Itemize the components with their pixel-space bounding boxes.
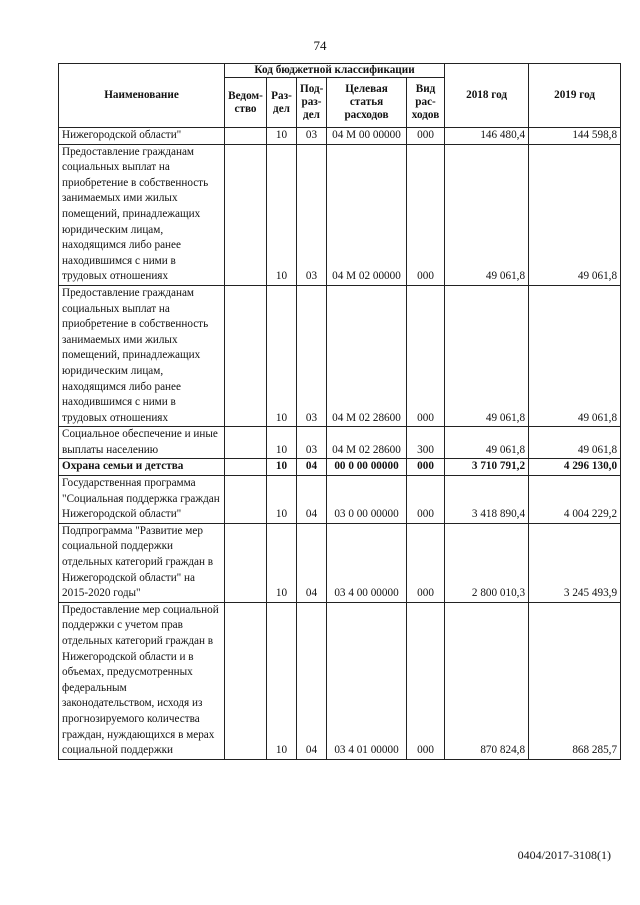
row-razdel: 10: [267, 459, 297, 476]
header-razdel: Раз-дел: [267, 78, 297, 128]
row-amount-2019: 49 061,8: [529, 285, 621, 426]
row-expense-type: 000: [407, 128, 445, 145]
row-podrazdel: 03: [297, 144, 327, 285]
row-razdel: 10: [267, 144, 297, 285]
row-amount-2019: 3 245 493,9: [529, 523, 621, 602]
row-razdel: 10: [267, 427, 297, 459]
table-row: [59, 602, 621, 759]
row-razdel: 10: [267, 128, 297, 145]
row-expense-type: 000: [407, 144, 445, 285]
row-target-article: 03 0 00 00000: [327, 476, 407, 524]
table-row: [59, 144, 621, 285]
row-podrazdel: 04: [297, 476, 327, 524]
row-podrazdel: 04: [297, 459, 327, 476]
row-vedomstvo: [225, 427, 267, 459]
budget-table: [58, 63, 621, 760]
row-target-article: 03 4 00 00000: [327, 523, 407, 602]
row-vedomstvo: [225, 602, 267, 759]
row-name: Предоставление мер социальной поддержки с учетом прав отдельных категорий граждан в Нижегородской области и в объемах, предусмотренных федеральным законодательством, исходя из прогнозируемого количества граждан, нуждающихся в мерах социальной поддержки: [59, 602, 225, 759]
row-amount-2018: 146 480,4: [445, 128, 529, 145]
row-podrazdel: 04: [297, 523, 327, 602]
row-amount-2018: 3 418 890,4: [445, 476, 529, 524]
row-amount-2019: 49 061,8: [529, 427, 621, 459]
table-row: [59, 128, 621, 145]
header-budget-code: Код бюджетной классификации: [225, 64, 445, 78]
row-amount-2019: 868 285,7: [529, 602, 621, 759]
table-row: [59, 427, 621, 459]
row-vedomstvo: [225, 285, 267, 426]
row-name: Государственная программа "Социальная поддержка граждан Нижегородской области": [59, 476, 225, 524]
row-podrazdel: 03: [297, 128, 327, 145]
header-expense-type: Вид рас-ходов: [407, 78, 445, 128]
header-target-article: Целевая статья расходов: [327, 78, 407, 128]
row-expense-type: 000: [407, 459, 445, 476]
row-vedomstvo: [225, 523, 267, 602]
row-target-article: 04 М 02 28600: [327, 285, 407, 426]
row-podrazdel: 03: [297, 427, 327, 459]
row-expense-type: 000: [407, 523, 445, 602]
row-expense-type: 000: [407, 285, 445, 426]
row-amount-2018: 49 061,8: [445, 144, 529, 285]
row-vedomstvo: [225, 144, 267, 285]
row-target-article: 04 М 02 28600: [327, 427, 407, 459]
row-expense-type: 000: [407, 602, 445, 759]
page-number: 74: [313, 38, 327, 53]
table-body: [59, 128, 621, 760]
row-amount-2019: 49 061,8: [529, 144, 621, 285]
row-razdel: 10: [267, 285, 297, 426]
row-amount-2019: 4 004 229,2: [529, 476, 621, 524]
header-vedomstvo: Ведом-ство: [225, 78, 267, 128]
table-row: [59, 476, 621, 524]
header-2018: 2018 год: [445, 64, 529, 128]
row-name: Предоставление гражданам социальных выплат на приобретение в собственность занимаемых ими жилых помещений, принадлежащих юридическим лицам, находящимся либо ранее находившимся с ними в трудовых отношениях: [59, 285, 225, 426]
row-expense-type: 300: [407, 427, 445, 459]
row-razdel: 10: [267, 476, 297, 524]
row-target-article: 04 М 00 00000: [327, 128, 407, 145]
row-name: Охрана семьи и детства: [59, 459, 225, 476]
row-name: Нижегородской области": [59, 128, 225, 145]
row-name: Подпрограмма "Развитие мер социальной поддержки отдельных категорий граждан в Нижегородской области" на 2015-2020 годы": [59, 523, 225, 602]
row-amount-2018: 49 061,8: [445, 427, 529, 459]
header-name: Наименование: [59, 64, 225, 128]
table-row: [59, 523, 621, 602]
row-razdel: 10: [267, 602, 297, 759]
row-target-article: 03 4 01 00000: [327, 602, 407, 759]
row-amount-2019: 4 296 130,0: [529, 459, 621, 476]
row-amount-2018: 3 710 791,2: [445, 459, 529, 476]
row-podrazdel: 04: [297, 602, 327, 759]
row-amount-2018: 870 824,8: [445, 602, 529, 759]
row-vedomstvo: [225, 459, 267, 476]
table-row: [59, 285, 621, 426]
row-podrazdel: 03: [297, 285, 327, 426]
row-amount-2018: 49 061,8: [445, 285, 529, 426]
row-name: Предоставление гражданам социальных выплат на приобретение в собственность занимаемых ими жилых помещений, принадлежащих юридическим лицам, находящимся либо ранее находившимся с ними в трудовых отношениях: [59, 144, 225, 285]
document-code: 0404/2017-3108(1): [517, 848, 611, 862]
row-target-article: 00 0 00 00000: [327, 459, 407, 476]
row-vedomstvo: [225, 476, 267, 524]
row-name: Социальное обеспечение и иные выплаты населению: [59, 427, 225, 459]
row-amount-2019: 144 598,8: [529, 128, 621, 145]
row-razdel: 10: [267, 523, 297, 602]
row-vedomstvo: [225, 128, 267, 145]
header-podrazdel: Под-раз-дел: [297, 78, 327, 128]
header-2019: 2019 год: [529, 64, 621, 128]
table-row: [59, 459, 621, 476]
row-expense-type: 000: [407, 476, 445, 524]
row-amount-2018: 2 800 010,3: [445, 523, 529, 602]
row-target-article: 04 М 02 00000: [327, 144, 407, 285]
